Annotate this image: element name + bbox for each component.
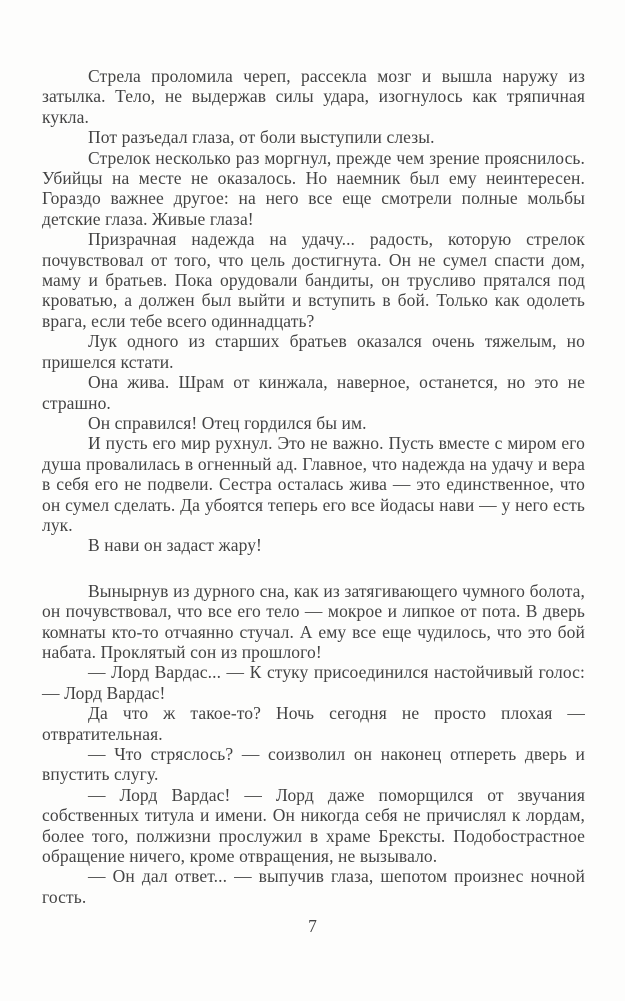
section-two xyxy=(42,581,585,908)
paragraph: Он справился! Отец гордился бы им. xyxy=(88,412,367,433)
paragraph: Призрачная надежда на удачу... радость, которую стрелок почувствовал от того, что цель достигнута. Он не сумел спасти дом, маму и братьев. Пока орудовали бандиты, он трусливо прятался под кроватью, а должен был выйти и вступить в бой. Только как одолеть врага, если тебе всего одиннадцать? xyxy=(42,229,585,331)
paragraph: Пот разъедал глаза, от боли выступили слезы. xyxy=(88,127,435,148)
paragraph: Вынырнув из дурного сна, как из затягивающего чумного болота, он почувствовал, что все его тело — мокрое и липкое от пота. В дверь комнаты кто-то отчаянно стучал. А ему все еще чудилось, что это бой набата. Проклятый сон из прошлого! xyxy=(42,580,585,662)
paragraph: — Он дал ответ... — выпучив глаза, шепотом произнес ночной гость. xyxy=(42,866,585,907)
paragraph: Стрела проломила череп, рассекла мозг и вышла наружу из затылка. Тело, не выдержав силы удара, изогнулось как тряпичная кукла. xyxy=(42,66,585,127)
paragraph: Да что ж такое-то? Ночь сегодня не просто плохая — отвратительная. xyxy=(42,703,585,744)
paragraph: В нави он задаст жару! xyxy=(88,535,262,556)
paragraph: Она жива. Шрам от кинжала, наверное, останется, но это не страшно. xyxy=(42,372,585,413)
paragraph: — Что стряслось? — соизволил он наконец отпереть дверь и впустить слугу. xyxy=(42,744,585,785)
paragraph: — Лорд Вардас! — Лорд даже поморщился от звучания собственных титула и имени. Он никогда себя не причислял к лордам, более того, полжизни прослужил в храме Брексты. Подобострастное обращение ничего, кроме отвращения, не вызывало. xyxy=(42,784,585,867)
paragraph: Стрелок несколько раз моргнул, прежде чем зрение прояснилось. Убийцы на месте не оказалось. Но наемник был ему неинтересен. Гораздо важнее другое: на него все еще смотрели полные мольбы детские глаза. Живые глаза! xyxy=(42,147,585,229)
text-block xyxy=(42,66,585,907)
paragraph: И пусть его мир рухнул. Это не важно. Пусть вместе с миром его душа провалилась в огненный ад. Главное, что надежда на удачу и вера в себя его не подвели. Сестра осталась жива — это единственное, что он сумел сделать. Да убоятся теперь его все йодасы нави — у него есть лук. xyxy=(42,433,585,535)
paragraph: — Лорд Вардас... — К стуку присоединился настойчивый голос: — Лорд Вардас! xyxy=(42,662,585,703)
paragraph: Лук одного из старших братьев оказался очень тяжелым, но пришелся кстати. xyxy=(42,331,585,372)
page-number: 7 xyxy=(308,916,317,936)
section-one xyxy=(42,66,585,556)
